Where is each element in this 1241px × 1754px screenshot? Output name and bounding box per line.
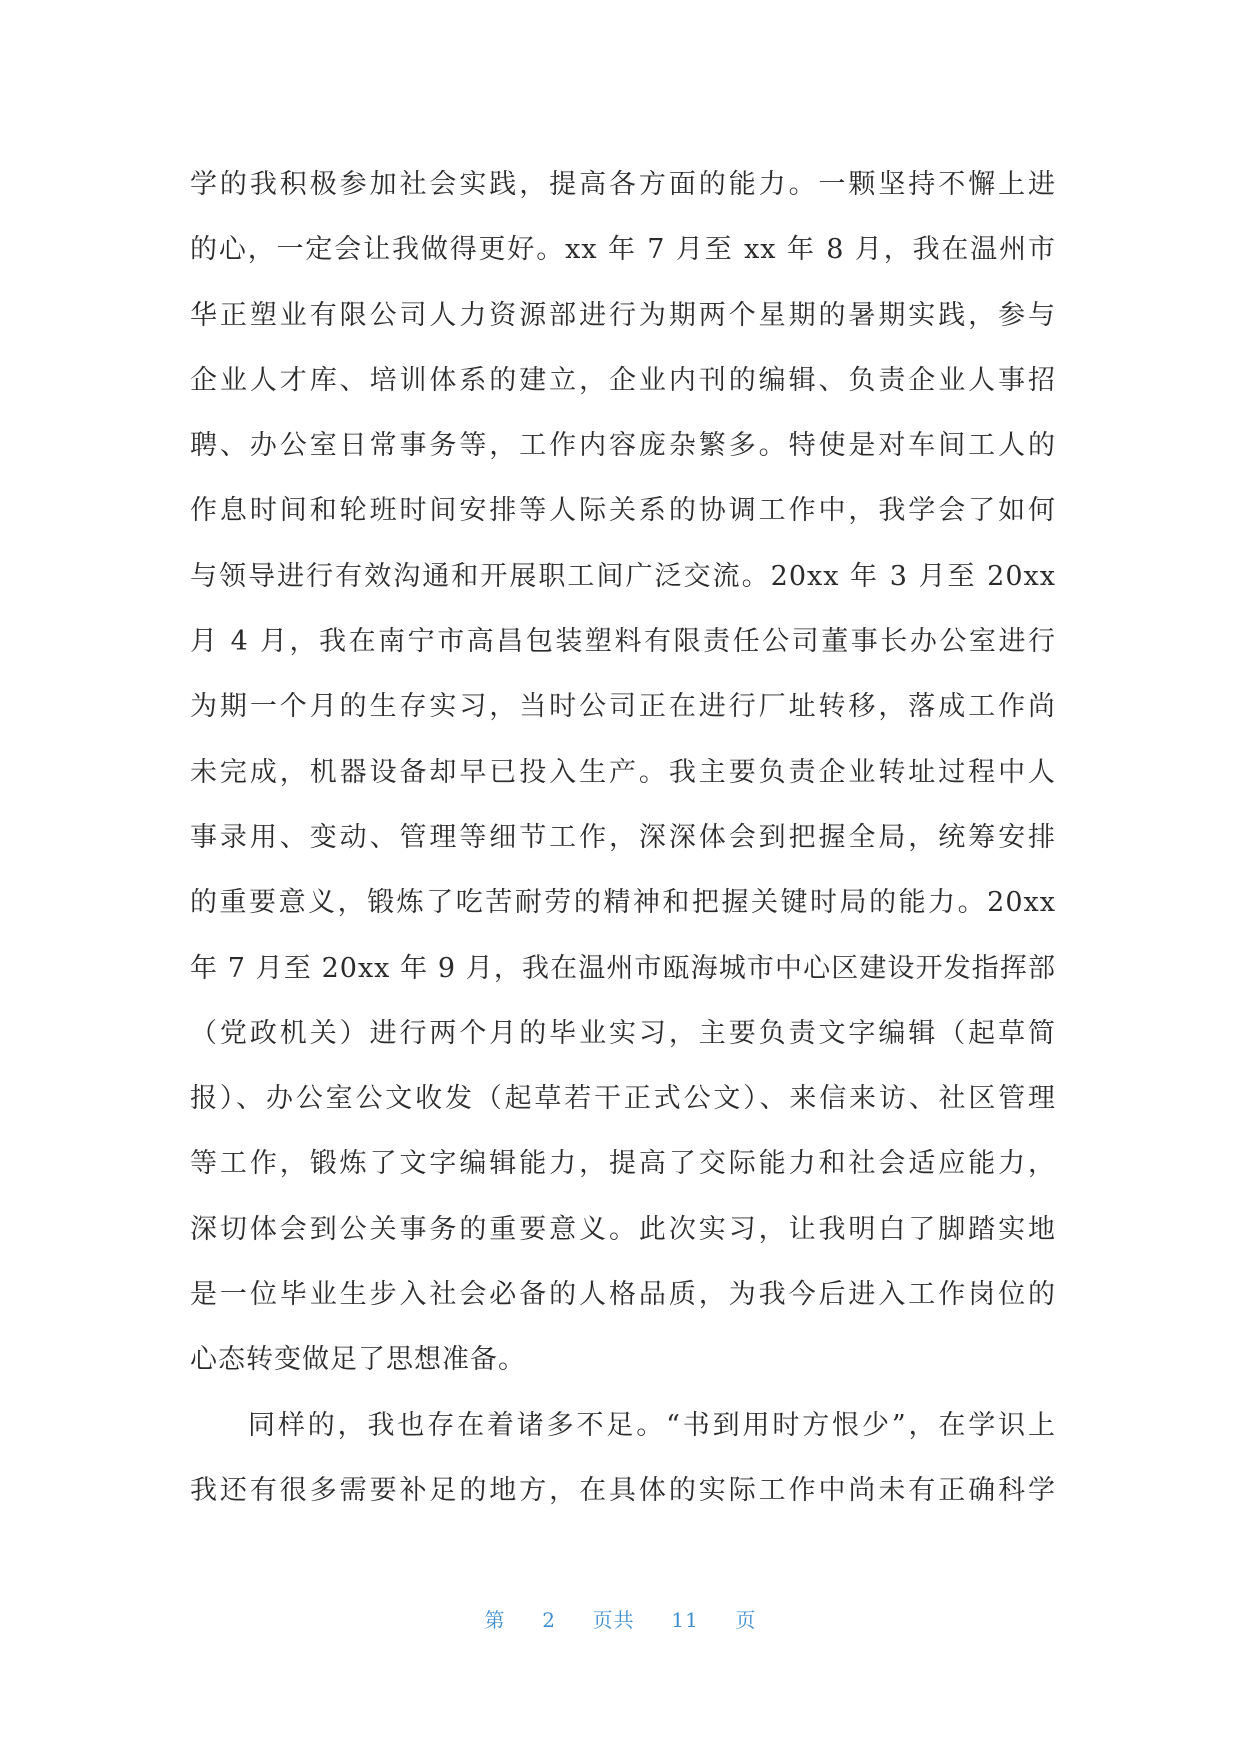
footer-middle: 页共 — [592, 1608, 635, 1632]
text-line: 是一位毕业生步入社会必备的人格品质，为我今后进入工作岗位的 — [190, 1279, 1056, 1311]
text-line: 华正塑业有限公司人力资源部进行为期两个星期的暑期实践，参与 — [190, 299, 1056, 331]
text-line: 我还有很多需要补足的地方，在具体的实际工作中尚未有正确科学 — [190, 1474, 1056, 1506]
text-line: 学的我积极参加社会实践，提高各方面的能力。一颗坚持不懈上进 — [190, 169, 1056, 200]
text-line: 等工作，锻炼了文字编辑能力，提高了交际能力和社会适应能力， — [190, 1148, 1056, 1180]
body-text — [190, 152, 1056, 1523]
paragraph-start-line: 同样的，我也存在着诸多不足。“书到用时方恨少”，在学识上 — [248, 1409, 1056, 1441]
footer-prefix: 第 — [484, 1608, 506, 1632]
text-line: 报）、办公室公文收发（起草若干正式公文）、来信来访、社区管理 — [190, 1083, 1056, 1115]
text-line: （党政机关）进行两个月的毕业实习，主要负责文字编辑（起草简 — [190, 1017, 1056, 1049]
text-line: 深切体会到公关事务的重要意义。此次实习，让我明白了脚踏实地 — [190, 1213, 1056, 1245]
text-line: 的重要意义，锻炼了吃苦耐劳的精神和把握关键时局的能力。20xx — [190, 887, 1056, 919]
text-line: 事录用、变动、管理等细节工作，深深体会到把握全局，统筹安排 — [190, 821, 1056, 853]
current-page-number: 2 — [542, 1608, 556, 1632]
text-line: 企业人才库、培训体系的建立，企业内刊的编辑、负责企业人事招 — [190, 364, 1056, 396]
paragraph-end-line: 心态转变做足了思想准备。 — [190, 1344, 526, 1376]
text-line: 聘、办公室日常事务等，工作内容庞杂繁多。特使是对车间工人的 — [190, 430, 1056, 462]
page-footer — [0, 1604, 1241, 1633]
text-line: 为期一个月的生存实习，当时公司正在进行厂址转移，落成工作尚 — [190, 691, 1056, 723]
text-line: 与领导进行有效沟通和开展职工间广泛交流。20xx 年 3 月至 20xx — [190, 560, 1056, 592]
text-line: 的心，一定会让我做得更好。xx 年 7 月至 xx 年 8 月，我在温州市 — [190, 234, 1056, 266]
footer-suffix: 页 — [735, 1608, 757, 1632]
text-line: 作息时间和轮班时间安排等人际关系的协调工作中，我学会了如何 — [190, 495, 1056, 527]
text-line: 年 7 月至 20xx 年 9 月，我在温州市瓯海城市中心区建设开发指挥部 — [190, 952, 1056, 984]
text-line: 月 4 月，我在南宁市高昌包装塑料有限责任公司董事长办公室进行 — [190, 626, 1056, 658]
text-line: 未完成，机器设备却早已投入生产。我主要负责企业转址过程中人 — [190, 756, 1056, 788]
total-page-count: 11 — [671, 1608, 699, 1632]
